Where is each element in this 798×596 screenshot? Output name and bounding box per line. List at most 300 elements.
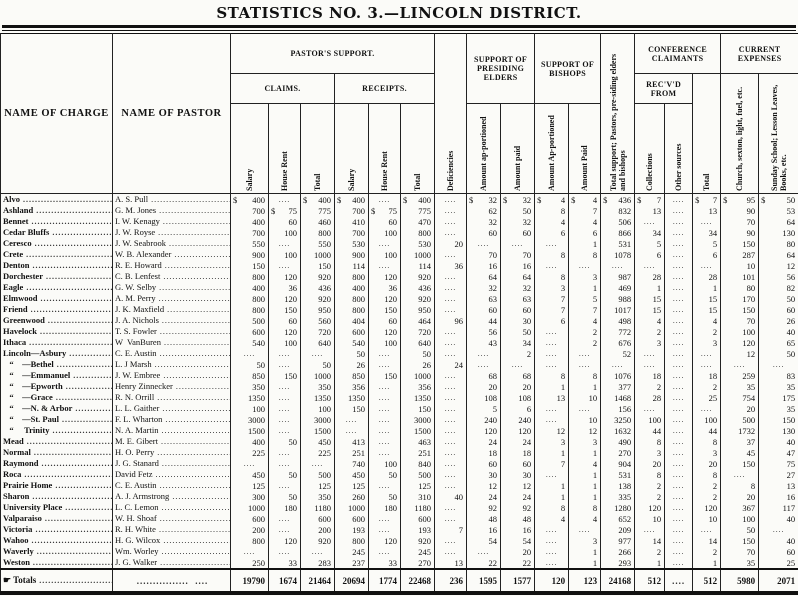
table-row — [1, 370, 798, 381]
charge-cell: Elmwood ..... — [1, 293, 113, 304]
claims-total-cell: 920 — [301, 535, 335, 546]
claims-total-cell: 920 — [301, 293, 335, 304]
claims-total-cell: 640 — [301, 337, 335, 348]
church-expenses-cell: 150 — [721, 304, 759, 315]
pe-apportioned-cell: 60 — [467, 227, 501, 238]
receipts-house-rent-cell: 120 — [369, 326, 401, 337]
bishops-apportioned-header: Amount Ap-portioned — [535, 104, 569, 194]
claims-salary-cell: 225 — [231, 447, 269, 458]
pastor-cell: L. L. Gaither ..... — [113, 403, 231, 414]
table-row — [1, 337, 798, 348]
pe-paid-cell: 70 — [501, 249, 535, 260]
receipts-house-rent-cell: .... — [369, 480, 401, 491]
claims-total-cell: 125 — [301, 480, 335, 491]
pastor-cell: J. W. Royse ..... — [113, 227, 231, 238]
sunday-school-cell: 64 — [759, 249, 798, 260]
deficiencies-cell: 13 — [435, 557, 467, 569]
charge-cell: Havelock ..... — [1, 326, 113, 337]
bishops-paid-cell: 5 — [569, 293, 601, 304]
pe-apportioned-cell: 240 — [467, 414, 501, 425]
bishops-paid-total-cell: 123 — [569, 569, 601, 593]
sunday-school-cell: 64 — [759, 216, 798, 227]
claimants-total-cell: .... — [693, 403, 721, 414]
receipts-total-cell: 1000 — [401, 249, 435, 260]
bishops-apportioned-cell: $ 4 — [535, 194, 569, 206]
deficiencies-cell: .... — [435, 216, 467, 227]
deficiencies-cell: .... — [435, 227, 467, 238]
claims-total-cell: 150 — [301, 260, 335, 271]
claims-house-rent-cell: $ 75 — [269, 205, 301, 216]
pe-apportioned-cell: 44 — [467, 315, 501, 326]
claimants-total-cell: 14 — [693, 535, 721, 546]
receipts-total-cell: $ 400 — [401, 194, 435, 206]
pastor-cell: G. M. Jones ..... — [113, 205, 231, 216]
claims-total-cell: 1000 — [301, 370, 335, 381]
receipts-house-rent-cell: 50 — [369, 469, 401, 480]
table-row — [1, 249, 798, 260]
claims-salary-cell: 400 — [231, 436, 269, 447]
table-row — [1, 535, 798, 546]
receipts-salary-cell: 850 — [335, 370, 369, 381]
pastor-cell: A. S. Pull ..... — [113, 194, 231, 206]
church-expenses-cell: 37 — [721, 436, 759, 447]
sunday-school-cell: 25 — [759, 557, 798, 569]
other-sources-cell: .... — [665, 370, 693, 381]
sunday-school-header: Sunday School; Lesson Leaves, Books, etc. — [759, 74, 798, 194]
total-support-cell: 1078 — [601, 249, 635, 260]
collections-cell: 44 — [635, 425, 665, 436]
conference-claimants-header: CONFERENCE CLAIMANTS — [635, 34, 721, 74]
bishops-paid-cell: 4 — [569, 216, 601, 227]
sunday-school-cell: 60 — [759, 546, 798, 557]
receipts-house-rent-cell: .... — [369, 359, 401, 370]
receipts-salary-cell: 530 — [335, 238, 369, 249]
total-support-cell: 490 — [601, 436, 635, 447]
receipts-total-cell: 114 — [401, 260, 435, 271]
claims-total-total-cell: 21464 — [301, 569, 335, 593]
receipts-total-cell: 193 — [401, 524, 435, 535]
collections-cell: 4 — [635, 315, 665, 326]
bishops-paid-cell: 7 — [569, 304, 601, 315]
table-row — [1, 392, 798, 403]
receipts-salary-cell: 404 — [335, 315, 369, 326]
claims-house-rent-cell: 36 — [269, 282, 301, 293]
other-sources-cell: .... — [665, 238, 693, 249]
collections-cell: 2 — [635, 381, 665, 392]
church-expenses-cell: 90 — [721, 227, 759, 238]
claimants-total-cell: 18 — [693, 370, 721, 381]
pe-apportioned-header: Amount ap-portioned — [467, 104, 501, 194]
receipts-total-cell: 125 — [401, 480, 435, 491]
collections-cell: .... — [635, 260, 665, 271]
pastor-cell: T. S. Fowler ..... — [113, 326, 231, 337]
table-row — [1, 502, 798, 513]
church-expenses-cell: 50 — [721, 524, 759, 535]
claims-total-cell: 350 — [301, 381, 335, 392]
claims-house-rent-cell: 33 — [269, 557, 301, 569]
claimants-total-cell: .... — [693, 348, 721, 359]
receipts-salary-cell: 400 — [335, 282, 369, 293]
pastor-cell: R. H. White ..... — [113, 524, 231, 535]
sunday-school-cell: 117 — [759, 502, 798, 513]
bishops-paid-cell: 4 — [569, 315, 601, 326]
deficiencies-cell: .... — [435, 271, 467, 282]
total-support-cell: 531 — [601, 238, 635, 249]
receipts-salary-header: Salary — [335, 104, 369, 194]
totals-label-cell: ☛ Totals ..... — [1, 569, 113, 593]
pe-apportioned-cell: .... — [467, 348, 501, 359]
pastor-cell: I. W. Kenagy ..... — [113, 216, 231, 227]
pe-paid-cell: 16 — [501, 524, 535, 535]
bishops-paid-cell: 1 — [569, 447, 601, 458]
total-support-cell: .... — [601, 260, 635, 271]
claimants-total-cell: 34 — [693, 227, 721, 238]
claimants-total-cell: 5 — [693, 238, 721, 249]
pe-paid-cell: 120 — [501, 425, 535, 436]
claimants-total-cell: .... — [693, 260, 721, 271]
collections-cell: 13 — [635, 205, 665, 216]
receipts-total-cell: 356 — [401, 381, 435, 392]
pe-paid-cell: 2 — [501, 348, 535, 359]
other-sources-cell: .... — [665, 381, 693, 392]
table-row — [1, 348, 798, 359]
deficiencies-cell: .... — [435, 392, 467, 403]
pe-paid-cell: 30 — [501, 315, 535, 326]
total-support-cell: 469 — [601, 282, 635, 293]
church-expenses-cell: 150 — [721, 535, 759, 546]
charge-cell: “ —St. Paul ..... — [1, 414, 113, 425]
sunday-school-cell: 26 — [759, 315, 798, 326]
presiding-elders-header: SUPPORT OF PRESIDING ELDERS — [467, 34, 535, 104]
bishops-paid-cell: 8 — [569, 502, 601, 513]
sunday-school-cell: 83 — [759, 370, 798, 381]
total-support-cell: 652 — [601, 513, 635, 524]
bishops-apportioned-cell: .... — [535, 337, 569, 348]
charge-cell: Lincoln—Asbury ..... — [1, 348, 113, 359]
claims-salary-cell: 550 — [231, 238, 269, 249]
pe-paid-cell: 24 — [501, 436, 535, 447]
bishops-paid-cell: 12 — [569, 425, 601, 436]
receipts-house-rent-cell: .... — [369, 403, 401, 414]
claims-house-rent-cell: .... — [269, 238, 301, 249]
table-row — [1, 293, 798, 304]
total-support-cell: 506 — [601, 216, 635, 227]
other-sources-header: Other sources — [665, 104, 693, 194]
collections-cell: 1 — [635, 282, 665, 293]
deficiencies-cell: .... — [435, 502, 467, 513]
receipts-salary-cell: 1350 — [335, 392, 369, 403]
total-support-cell: 138 — [601, 480, 635, 491]
deficiencies-cell: .... — [435, 436, 467, 447]
other-sources-cell: .... — [665, 557, 693, 569]
receipts-salary-cell: 413 — [335, 436, 369, 447]
church-expenses-cell: .... — [721, 359, 759, 370]
bishops-apportioned-cell: 8 — [535, 502, 569, 513]
sunday-school-cell: 35 — [759, 381, 798, 392]
receipts-house-rent-cell: $ 75 — [369, 205, 401, 216]
deficiencies-cell: .... — [435, 458, 467, 469]
claims-house-rent-cell: 150 — [269, 370, 301, 381]
bishops-apportioned-cell: .... — [535, 348, 569, 359]
bishops-apportioned-cell: .... — [535, 260, 569, 271]
deficiencies-header: Deficiencies — [435, 34, 467, 194]
receipts-total-cell: 920 — [401, 271, 435, 282]
church-expenses-cell: 70 — [721, 546, 759, 557]
receipts-house-rent-cell: .... — [369, 447, 401, 458]
collections-cell: 8 — [635, 436, 665, 447]
deficiencies-cell: 7 — [435, 524, 467, 535]
claims-total-cell: 1500 — [301, 425, 335, 436]
deficiencies-cell: .... — [435, 337, 467, 348]
church-expenses-cell: 100 — [721, 326, 759, 337]
statistics-table — [0, 33, 798, 595]
sunday-school-cell: 150 — [759, 414, 798, 425]
other-sources-cell: .... — [665, 392, 693, 403]
charge-cell: Greenwood ..... — [1, 315, 113, 326]
bishops-apportioned-cell: 8 — [535, 249, 569, 260]
pastor-cell: C. E. Austin ..... — [113, 348, 231, 359]
church-expenses-total-cell: 5980 — [721, 569, 759, 593]
pe-apportioned-cell: 92 — [467, 502, 501, 513]
bishops-apportioned-cell: .... — [535, 326, 569, 337]
receipts-total-cell: 720 — [401, 326, 435, 337]
sunday-school-cell: 53 — [759, 205, 798, 216]
receipts-house-rent-cell: 100 — [369, 458, 401, 469]
pastor-cell: G. W. Selby ..... — [113, 282, 231, 293]
collections-cell: 2 — [635, 546, 665, 557]
sunday-school-cell: 40 — [759, 513, 798, 524]
pastor-cell: N. A. Martin ..... — [113, 425, 231, 436]
table-row — [1, 425, 798, 436]
deficiencies-cell: 40 — [435, 491, 467, 502]
bishops-apportioned-cell: 8 — [535, 271, 569, 282]
claims-salary-cell: 800 — [231, 535, 269, 546]
collections-cell: .... — [635, 403, 665, 414]
claimants-total-cell: 6 — [693, 249, 721, 260]
claims-house-rent-cell: .... — [269, 524, 301, 535]
bishops-apportioned-cell: 1 — [535, 447, 569, 458]
pe-paid-cell: 20 — [501, 381, 535, 392]
bishops-apportioned-cell: .... — [535, 524, 569, 535]
receipts-total-cell: 50 — [401, 348, 435, 359]
claims-total-cell: 350 — [301, 491, 335, 502]
pe-apportioned-cell: $ 32 — [467, 194, 501, 206]
charge-cell: Denton ..... — [1, 260, 113, 271]
claims-salary-cell: 850 — [231, 370, 269, 381]
total-support-cell: 270 — [601, 447, 635, 458]
church-expenses-cell: 80 — [721, 282, 759, 293]
claimants-total-cell: 1 — [693, 557, 721, 569]
other-sources-cell: .... — [665, 337, 693, 348]
claimants-total-cell: 15 — [693, 304, 721, 315]
church-expenses-cell: 35 — [721, 557, 759, 569]
table-row — [1, 557, 798, 569]
collections-cell: 3 — [635, 337, 665, 348]
sunday-school-cell: 80 — [759, 238, 798, 249]
claims-total-cell: 50 — [301, 359, 335, 370]
church-expenses-cell: 150 — [721, 458, 759, 469]
pe-apportioned-cell: 68 — [467, 370, 501, 381]
receipts-house-rent-cell: .... — [369, 513, 401, 524]
pastor-cell: H. G. Wilcox ..... — [113, 535, 231, 546]
church-expenses-cell: .... — [721, 469, 759, 480]
table-row — [1, 238, 798, 249]
table-row — [1, 546, 798, 557]
pe-paid-header: Amount paid — [501, 104, 535, 194]
claimants-total-cell: 4 — [693, 315, 721, 326]
receipts-total-cell: 436 — [401, 282, 435, 293]
claims-house-rent-cell: 120 — [269, 326, 301, 337]
bishops-apportioned-cell: 3 — [535, 436, 569, 447]
claimants-total-cell: 8 — [693, 436, 721, 447]
bishops-apportioned-cell: 1 — [535, 480, 569, 491]
claimants-total-cell: .... — [693, 524, 721, 535]
receipts-house-rent-cell: 150 — [369, 304, 401, 315]
receipts-total-cell: 500 — [401, 469, 435, 480]
current-expenses-header: CURRENT EXPENSES — [721, 34, 798, 74]
other-sources-cell: .... — [665, 348, 693, 359]
pe-paid-cell: 60 — [501, 458, 535, 469]
bishops-paid-cell: 1 — [569, 480, 601, 491]
deficiencies-cell: .... — [435, 414, 467, 425]
claims-salary-cell: $ 400 — [231, 194, 269, 206]
pastor-cell: David Fetz ..... — [113, 469, 231, 480]
receipts-total-total-cell: 22468 — [401, 569, 435, 593]
pastor-cell: M. E. Gibert ..... — [113, 436, 231, 447]
pe-apportioned-cell: 43 — [467, 337, 501, 348]
other-sources-cell: .... — [665, 458, 693, 469]
pastors-support-header: PASTOR'S SUPPORT. — [231, 34, 435, 74]
receipts-salary-cell: 800 — [335, 535, 369, 546]
table-body — [1, 194, 798, 594]
claimants-total-cell: 120 — [693, 502, 721, 513]
other-sources-cell: .... — [665, 271, 693, 282]
other-sources-cell: .... — [665, 260, 693, 271]
receipts-house-rent-cell: .... — [369, 546, 401, 557]
receipts-salary-cell: 150 — [335, 403, 369, 414]
total-support-cell: 531 — [601, 469, 635, 480]
collections-cell: 3 — [635, 447, 665, 458]
receipts-total-cell: 464 — [401, 315, 435, 326]
other-sources-cell: .... — [665, 227, 693, 238]
pe-paid-cell: 240 — [501, 414, 535, 425]
collections-cell: .... — [635, 359, 665, 370]
table-row — [1, 469, 798, 480]
pe-apportioned-total-cell: 1595 — [467, 569, 501, 593]
table-row — [1, 304, 798, 315]
collections-cell: 100 — [635, 414, 665, 425]
deficiencies-cell: .... — [435, 370, 467, 381]
sunday-school-cell: 40 — [759, 535, 798, 546]
deficiencies-cell: .... — [435, 194, 467, 206]
other-sources-cell: .... — [665, 205, 693, 216]
pe-paid-cell: .... — [501, 238, 535, 249]
claims-house-rent-cell: 120 — [269, 293, 301, 304]
receipts-house-rent-cell: 100 — [369, 227, 401, 238]
table-row — [1, 315, 798, 326]
receipts-total-cell: 950 — [401, 304, 435, 315]
claims-salary-cell: 800 — [231, 271, 269, 282]
claims-house-rent-cell: .... — [269, 359, 301, 370]
deficiencies-cell: .... — [435, 282, 467, 293]
receipts-house-rent-cell: 120 — [369, 271, 401, 282]
charge-cell: Waverly ..... — [1, 546, 113, 557]
pe-apportioned-cell: 16 — [467, 260, 501, 271]
claims-salary-cell: 200 — [231, 524, 269, 535]
other-sources-cell: .... — [665, 403, 693, 414]
collections-cell: .... — [635, 216, 665, 227]
collections-cell: .... — [635, 524, 665, 535]
totals-pastor-cell: ................ .... — [113, 569, 231, 593]
sunday-school-cell: 47 — [759, 447, 798, 458]
receipts-salary-cell: 114 — [335, 260, 369, 271]
pe-paid-cell: 32 — [501, 282, 535, 293]
total-support-cell: 52 — [601, 348, 635, 359]
receipts-total-cell: 600 — [401, 513, 435, 524]
pastor-cell: J. W. Embree ..... — [113, 370, 231, 381]
receipts-house-rent-cell: .... — [369, 524, 401, 535]
receipts-total-cell: 920 — [401, 293, 435, 304]
claims-house-rent-cell: .... — [269, 348, 301, 359]
other-sources-cell: .... — [665, 480, 693, 491]
pe-paid-cell: 32 — [501, 216, 535, 227]
sunday-school-cell: 56 — [759, 271, 798, 282]
charge-cell: Cedar Bluffs ..... — [1, 227, 113, 238]
bishops-apportioned-cell: 4 — [535, 513, 569, 524]
receipts-salary-cell: 125 — [335, 480, 369, 491]
receipts-salary-cell: 260 — [335, 491, 369, 502]
receipts-salary-cell: 800 — [335, 304, 369, 315]
claims-salary-cell: 1000 — [231, 502, 269, 513]
church-expenses-cell: 90 — [721, 205, 759, 216]
deficiencies-cell: .... — [435, 480, 467, 491]
bishops-apportioned-cell: 1 — [535, 381, 569, 392]
church-expenses-header: Church, sexton, light, fuel, etc. — [721, 74, 759, 194]
claims-house-rent-cell: 60 — [269, 216, 301, 227]
receipts-salary-cell: 740 — [335, 458, 369, 469]
claimants-total-cell: 25 — [693, 392, 721, 403]
bishops-paid-cell: .... — [569, 359, 601, 370]
pe-paid-cell: 6 — [501, 403, 535, 414]
collections-cell: 34 — [635, 227, 665, 238]
bishops-paid-header: Amount Paid — [569, 104, 601, 194]
claimants-total-cell: 8 — [693, 469, 721, 480]
receipts-salary-cell: 450 — [335, 469, 369, 480]
pastor-cell: J. G. Walker ..... — [113, 557, 231, 569]
claims-house-rent-cell: .... — [269, 194, 301, 206]
bishops-paid-cell: 10 — [569, 392, 601, 403]
receipts-total-cell: 3000 — [401, 414, 435, 425]
claims-house-rent-cell: .... — [269, 392, 301, 403]
bishops-paid-cell: 1 — [569, 238, 601, 249]
claims-total-cell: .... — [301, 348, 335, 359]
claims-salary-header: Salary — [231, 104, 269, 194]
charge-cell: Wahoo ..... — [1, 535, 113, 546]
table-row — [1, 480, 798, 491]
claimants-total-cell: 13 — [693, 205, 721, 216]
sunday-school-cell: .... — [759, 524, 798, 535]
total-support-cell: 156 — [601, 403, 635, 414]
claims-salary-cell: 450 — [231, 469, 269, 480]
table-row — [1, 216, 798, 227]
pe-apportioned-cell: 62 — [467, 205, 501, 216]
claims-salary-cell: 800 — [231, 304, 269, 315]
deficiencies-cell: 20 — [435, 238, 467, 249]
pe-paid-cell: .... — [501, 359, 535, 370]
bishops-header: SUPPORT OF BISHOPS — [535, 34, 601, 104]
claimants-total-cell: 28 — [693, 271, 721, 282]
total-support-cell: 1468 — [601, 392, 635, 403]
